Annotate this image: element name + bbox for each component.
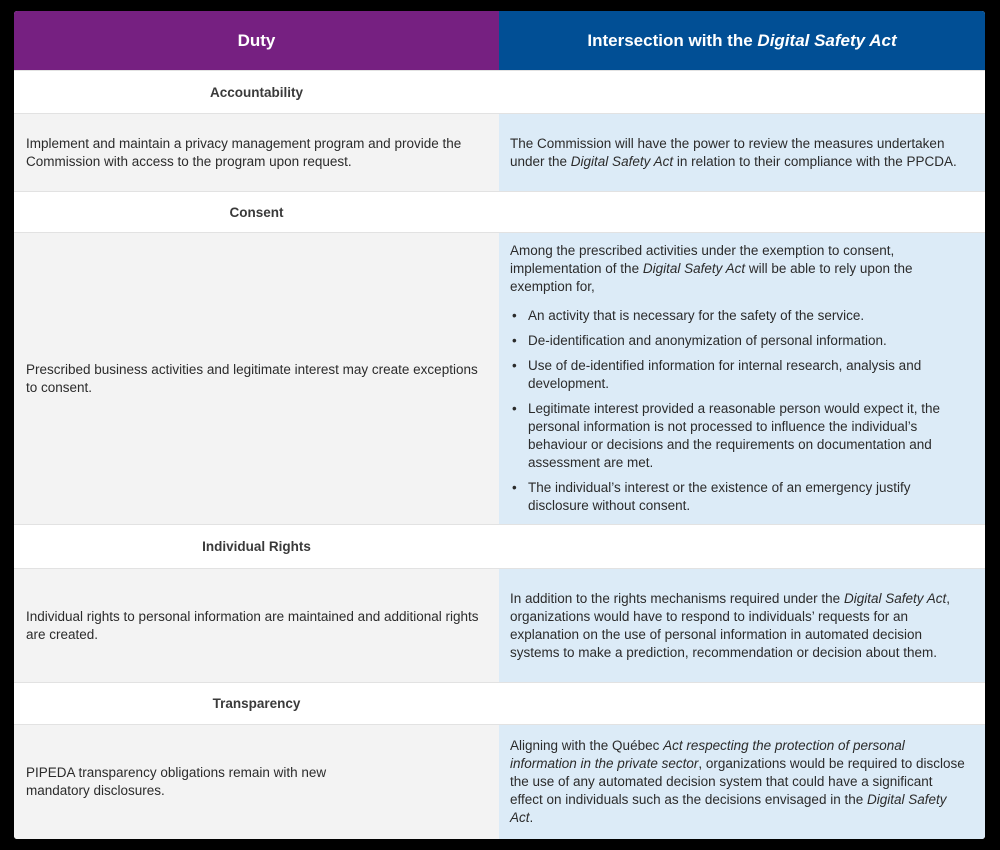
text-span: Aligning with the Québec [510, 738, 664, 753]
table-row [14, 113, 985, 191]
intersection-intro [510, 242, 969, 296]
list-item [510, 307, 969, 325]
list-item-text: Use of de-identified information for internal research, analysis and development. [528, 358, 922, 391]
bullet-icon: • [512, 358, 517, 373]
exemption-list [510, 300, 969, 515]
text-span: Among the prescribed activities under the exemption to consent, implementation of the [510, 243, 895, 276]
duty-column-header [14, 11, 499, 70]
list-item [510, 400, 969, 472]
intersection-header-label [587, 31, 896, 51]
section-row-transparency [14, 682, 985, 724]
section-title: Individual Rights [202, 539, 311, 554]
duty-cell [14, 233, 499, 524]
act-name: Act respecting the protection of personal information in the private sector [510, 738, 905, 771]
section-row-consent [14, 191, 985, 232]
act-name: Digital Safety Act [570, 153, 674, 169]
table-row [14, 568, 985, 682]
intersection-text [510, 590, 969, 662]
act-name: Digital Safety Act [642, 261, 746, 276]
section-title: Accountability [209, 84, 303, 100]
list-item [510, 479, 969, 515]
table-row [14, 724, 985, 839]
text-span: will be able to rely upon the exemption for, [510, 261, 913, 294]
list-item-text: The individual’s interest or the existence of an emergency justify disclosure without consent. [528, 480, 911, 513]
text-span: In addition to the rights mechanisms required under the [510, 590, 844, 606]
duty-intersection-table [14, 11, 985, 839]
intersection-text [510, 135, 969, 171]
section-title: Consent [229, 204, 284, 220]
intersection-cell [499, 725, 985, 839]
duty-cell [14, 114, 499, 191]
text-span: in relation to their compliance with the PPCDA. [673, 153, 957, 169]
intersection-header-prefix: Intersection with the [587, 30, 758, 50]
intersection-text [510, 737, 969, 827]
duty-text: Prescribed business activities and legitimate interest may create exceptions to consent. [26, 361, 478, 395]
section-row-accountability [14, 70, 985, 113]
bullet-icon: • [512, 308, 517, 323]
act-name: Digital Safety Act [843, 590, 947, 606]
list-item [510, 332, 969, 350]
list-item [510, 357, 969, 393]
text-span: , organizations would have to respond to individuals’ requests for an explanation on the use of personal information in automated decision systems to make a prediction, recommendation or decision about them. [510, 590, 951, 660]
list-item-text: An activity that is necessary for the safety of the service. [528, 308, 865, 323]
bullet-icon: • [512, 480, 517, 495]
bullet-icon: • [512, 333, 517, 348]
table-row [14, 232, 985, 524]
table-header [14, 11, 985, 70]
text-span: The Commission will have the power to review the measures undertaken under the [510, 135, 945, 169]
text-span: . [529, 810, 534, 825]
duty-text: Implement and maintain a privacy management program and provide the Commission with access to the program upon request. [26, 135, 462, 169]
intersection-cell [499, 114, 985, 191]
intersection-cell [499, 233, 985, 524]
duty-text: Individual rights to personal information are maintained and additional rights are created. [26, 608, 479, 642]
intersection-header-act: Digital Safety Act [757, 30, 897, 50]
section-row-individual-rights [14, 524, 985, 568]
duty-cell [14, 569, 499, 682]
act-name: Digital Safety Act [510, 792, 947, 825]
intersection-column-header [499, 11, 985, 70]
intersection-cell [499, 569, 985, 682]
text-span: , organizations would be required to disclose the use of any automated decision system that could have a significant effect on individuals such as the decisions envisaged in the [510, 756, 965, 807]
list-item-text: Legitimate interest provided a reasonable person would expect it, the personal information is not processed to influence the individual’s behaviour or decisions and the requirements on documentation and assessment are met. [528, 401, 941, 470]
duty-cell [14, 725, 499, 839]
section-title: Transparency [212, 696, 301, 711]
list-item-text: De-identification and anonymization of personal information. [528, 333, 887, 348]
bullet-icon: • [512, 401, 517, 416]
duty-text: PIPEDA transparency obligations remain with new mandatory disclosures. [26, 765, 327, 798]
duty-header-label: Duty [237, 30, 276, 50]
